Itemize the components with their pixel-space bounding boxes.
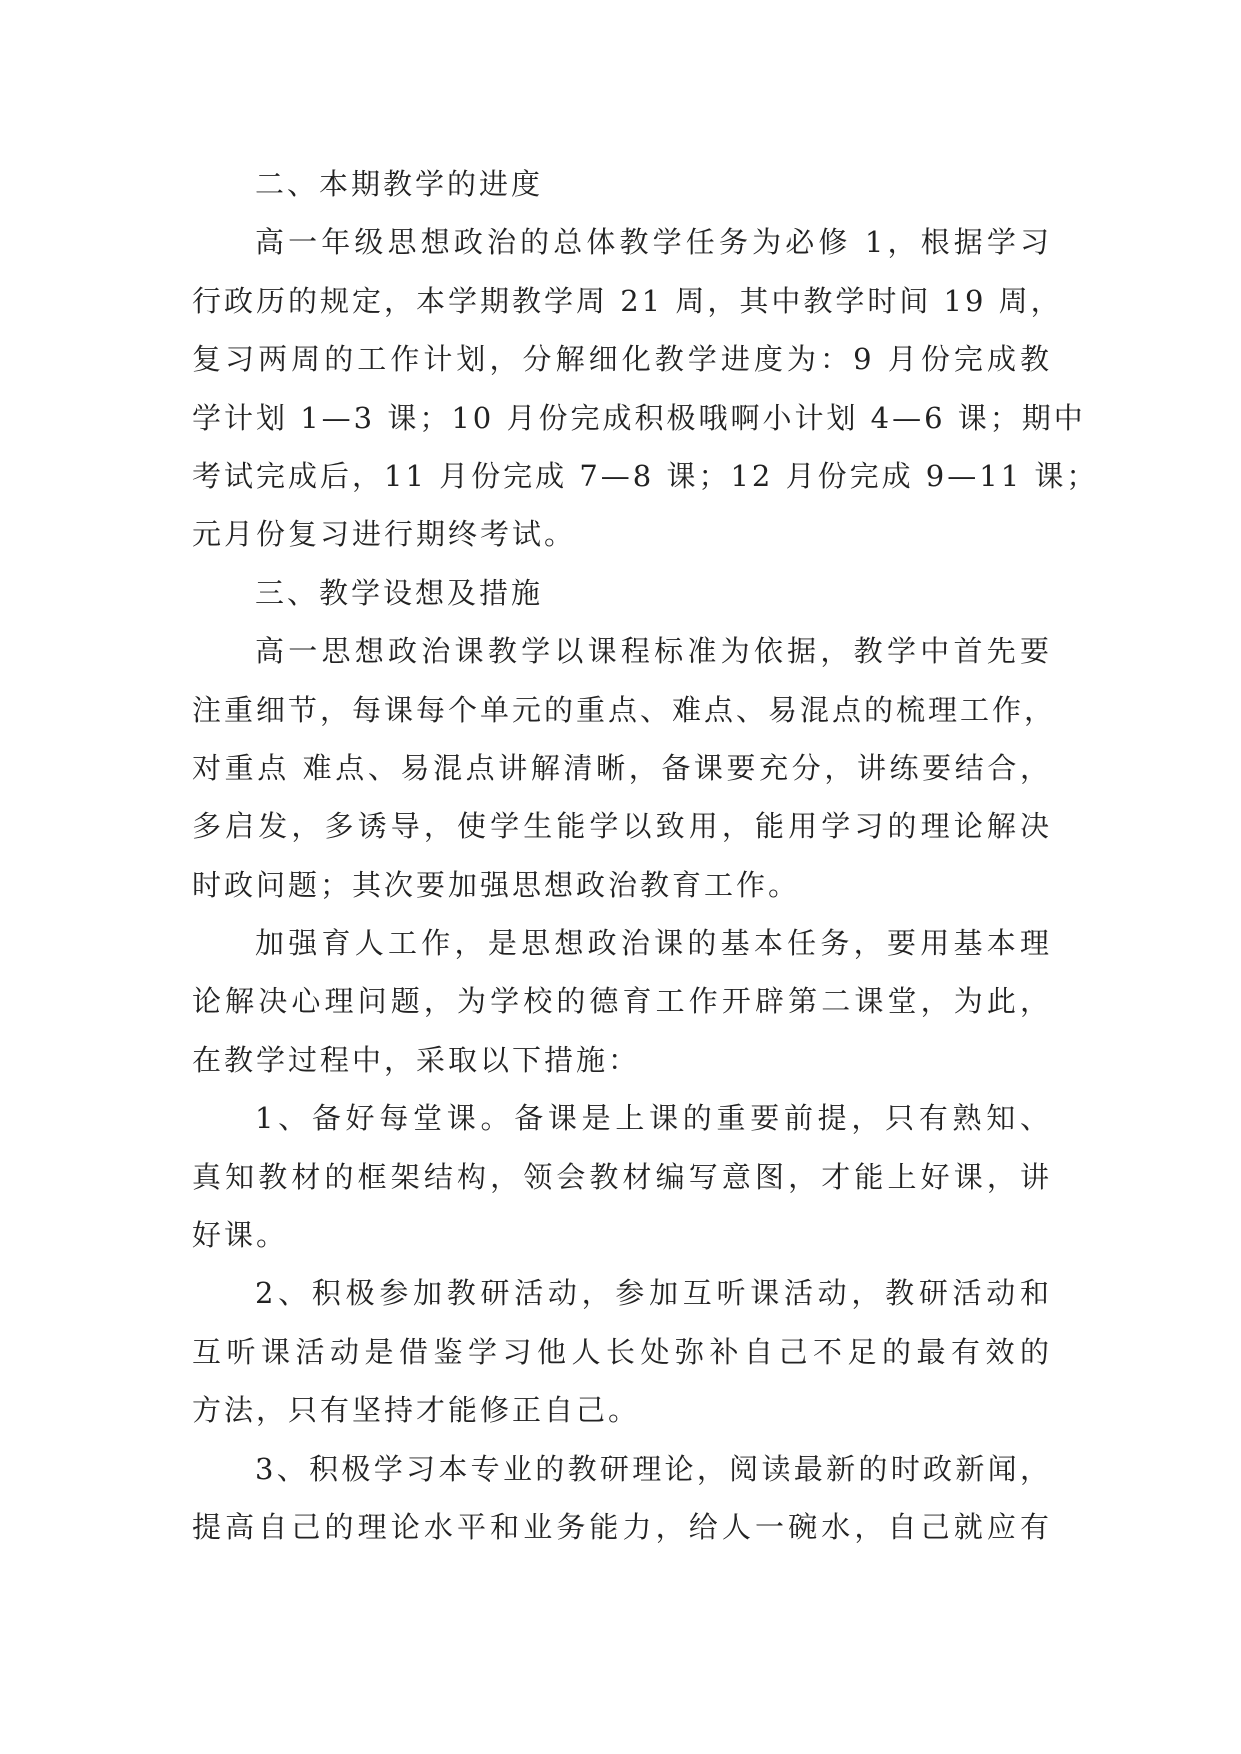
text-line: 3、积极学习本专业的教研理论，阅读最新的时政新闻，: [255, 1451, 1052, 1486]
list-item: [192, 1264, 1052, 1439]
text-line: 多启发，多诱导，使学生能学以致用，能用学习的理论解决: [192, 809, 1052, 844]
text-line: 考试完成后，11 月份完成 7—8 课；12 月份完成 9—11 课；: [192, 458, 1099, 493]
text-line: 互听课活动是借鉴学习他人长处弥补自己不足的最有效的: [192, 1334, 1052, 1369]
paragraph: [192, 622, 1057, 914]
text-line: 二、本期教学的进度: [255, 167, 544, 201]
text-line: 元月份复习进行期终考试。: [192, 517, 577, 552]
text-line: 三、教学设想及措施: [255, 575, 544, 610]
paragraph: [192, 213, 1099, 563]
text-line: 加强育人工作，是思想政治课的基本任务，要用基本理: [255, 926, 1052, 961]
text-line: 提高自己的理论水平和业务能力，给人一碗水，自己就应有: [192, 1509, 1052, 1544]
text-line: 在教学过程中，采取以下措施：: [192, 1042, 641, 1077]
text-line: 论解决心理问题，为学校的德育工作开辟第二课堂，为此，: [192, 984, 1052, 1019]
list-item: [192, 1440, 1052, 1557]
text-line: 对重点 难点、易混点讲解清晰，备课要充分，讲练要结合，: [192, 750, 1052, 785]
text-line: 时政问题；其次要加强思想政治教育工作。: [192, 867, 801, 902]
text-line: 复习两周的工作计划，分解细化教学进度为：9 月份完成教: [192, 342, 1052, 377]
text-line: 学计划 1—3 课；10 月份完成积极哦啊小计划 4—6 课；期中: [192, 400, 1086, 435]
text-line: 行政历的规定，本学期教学周 21 周，其中教学时间 19 周，: [192, 283, 1063, 318]
list-item: [192, 1089, 1052, 1264]
section-heading: [192, 155, 1052, 213]
document-body: [192, 155, 1099, 1556]
text-line: 高一思想政治课教学以课程标准为依据，教学中首先要: [255, 634, 1052, 669]
text-line: 真知教材的框架结构，领会教材编写意图，才能上好课，讲: [192, 1159, 1052, 1194]
text-line: 注重细节，每课每个单元的重点、难点、易混点的梳理工作，: [192, 692, 1057, 727]
paragraph: [192, 914, 1052, 1089]
text-line: 1、备好每堂课。备课是上课的重要前提，只有熟知、: [255, 1101, 1052, 1136]
text-line: 方法，只有坚持才能修正自己。: [192, 1393, 641, 1428]
text-line: 好课。: [192, 1218, 289, 1253]
text-line: 高一年级思想政治的总体教学任务为必修 1，根据学习: [255, 225, 1052, 260]
text-line: 2、积极参加教研活动，参加互听课活动，教研活动和: [255, 1276, 1052, 1311]
section-heading: [192, 564, 1052, 622]
